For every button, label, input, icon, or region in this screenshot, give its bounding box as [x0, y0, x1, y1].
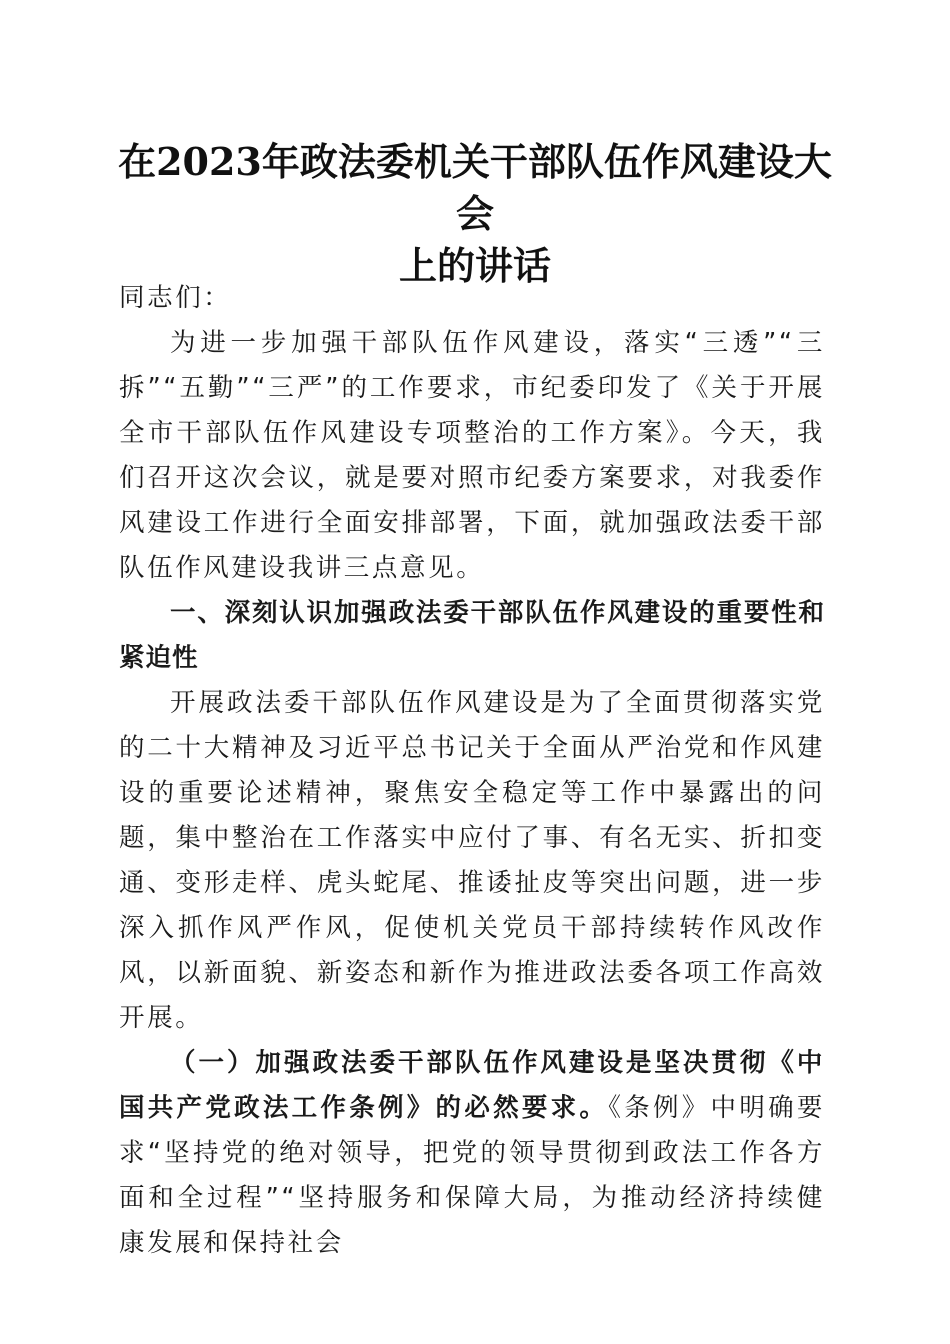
salutation: 同志们：: [119, 283, 232, 313]
subsection-1-paragraph: [119, 1041, 825, 1266]
title-line-1: 在2023年政法委机关干部队伍作风建设大会: [118, 139, 832, 236]
document-body: [119, 276, 825, 1266]
section-1-heading: 一、深刻认识加强政法委干部队伍作风建设的重要性和紧迫性: [119, 598, 825, 673]
subsection-1-text: 《条例》中明确要求“坚持党的绝对领导，把党的领导贯彻到政法工作各方面和全过程”“坚持服务和保障大局，为推动经济持续健康发展和保持社会: [119, 1093, 825, 1258]
intro-paragraph: 为进一步加强干部队伍作风建设，落实“三透”“三拆”“五勤”“三严”的工作要求，市纪委印发了《关于开展全市干部队伍作风建设专项整治的工作方案》。今天，我们召开这次会议，就是要对照市纪委方案要求，对我委作风建设工作进行全面安排部署，下面，就加强政法委干部队伍作风建设我讲三点意见。: [119, 328, 825, 583]
subsection-1-heading: （一）加强政法委干部队伍作风建设是坚决贯彻《中国共产党政法工作条例》的必然要求。: [119, 1048, 825, 1123]
section-1-paragraph: 开展政法委干部队伍作风建设是为了全面贯彻落实党的二十大精神及习近平总书记关于全面从严治党和作风建设的重要论述精神，聚焦安全稳定等工作中暴露出的问题，集中整治在工作落实中应付了事、有名无实、折扣变通、变形走样、虎头蛇尾、推诿扯皮等突出问题，进一步深入抓作风严作风，促使机关党员干部持续转作风改作风，以新面貌、新姿态和新作为推进政法委各项工作高效开展。: [119, 688, 825, 1033]
document-title: [100, 136, 850, 292]
title-line-2: 上的讲话: [398, 243, 551, 288]
